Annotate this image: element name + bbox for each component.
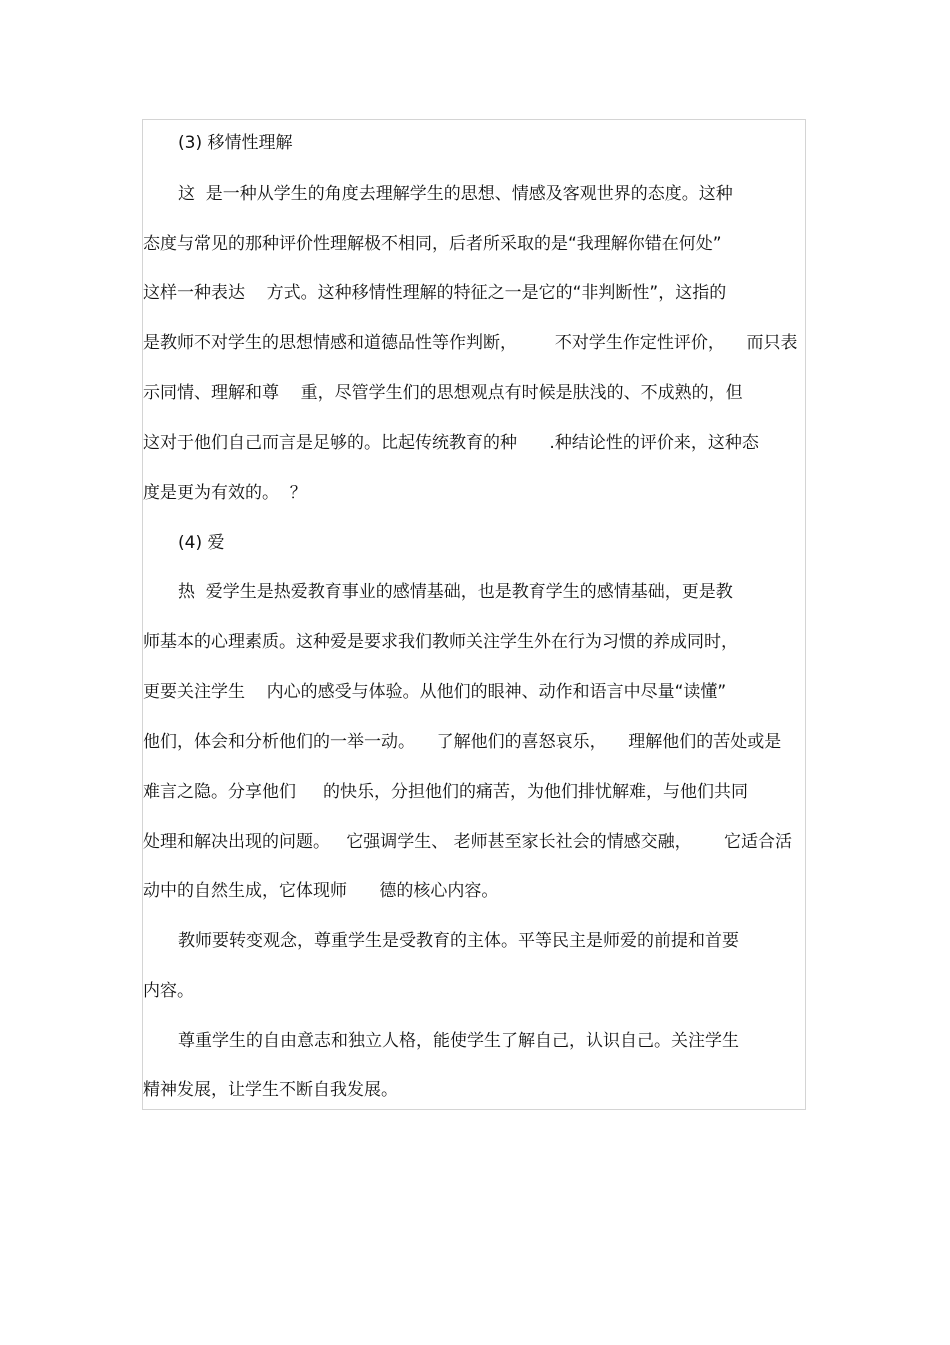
paragraph-line: 难言之隐。分享他们 的快乐，分担他们的痛苦，为他们排忧解难，与他们共同 — [143, 782, 749, 802]
page-frame — [142, 119, 806, 1110]
paragraph-line: 这 是一种从学生的角度去理解学生的思想、情感及客观世界的态度。这种 — [178, 184, 733, 204]
section-heading-4: (4) 爱 — [178, 533, 225, 553]
paragraph-line: 内容。 — [143, 981, 194, 1001]
paragraph-line: 他们，体会和分析他们的一举一动。 了解他们的喜怒哀乐， 理解他们的苦处或是 — [143, 732, 782, 752]
paragraph-line: 热 爱学生是热爱教育事业的感情基础，也是教育学生的感情基础，更是教 — [178, 582, 733, 602]
paragraph-line: 教师要转变观念，尊重学生是受教育的主体。平等民主是师爱的前提和首要 — [178, 931, 739, 951]
paragraph-line: 尊重学生的自由意志和独立人格，能使学生了解自己，认识自己。关注学生 — [178, 1031, 739, 1051]
paragraph-line: 精神发展，让学生不断自我发展。 — [143, 1080, 398, 1100]
paragraph-line: 这对于他们自己而言是足够的。比起传统教育的种 .种结论性的评价来，这种态 — [143, 433, 759, 453]
paragraph-line: 度是更为有效的。 ？ — [143, 483, 307, 503]
paragraph-line: 师基本的心理素质。这种爱是要求我们教师关注学生外在行为习惯的养成同时， — [143, 632, 738, 652]
paragraph-line: 示同情、理解和尊 重，尽管学生们的思想观点有时候是肤浅的、不成熟的，但 — [143, 383, 743, 403]
paragraph-line: 这样一种表达 方式。这种移情性理解的特征之一是它的“非判断性”，这指的 — [143, 283, 727, 303]
paragraph-line: 更要关注学生 内心的感受与体验。从他们的眼神、动作和语言中尽量“读懂” — [143, 682, 727, 702]
paragraph-line: 动中的自然生成，它体现师 德的核心内容。 — [143, 881, 499, 901]
paragraph-line: 是教师不对学生的思想情感和道德品性等作判断， 不对学生作定性评价， 而只表 — [143, 333, 798, 353]
section-heading-3: (3) 移情性理解 — [178, 133, 293, 153]
paragraph-line: 处理和解决出现的问题。 它强调学生、 老师甚至家长社会的情感交融， 它适合活 — [143, 832, 793, 852]
paragraph-line: 态度与常见的那种评价性理解极不相同，后者所采取的是“我理解你错在何处” — [143, 234, 722, 254]
